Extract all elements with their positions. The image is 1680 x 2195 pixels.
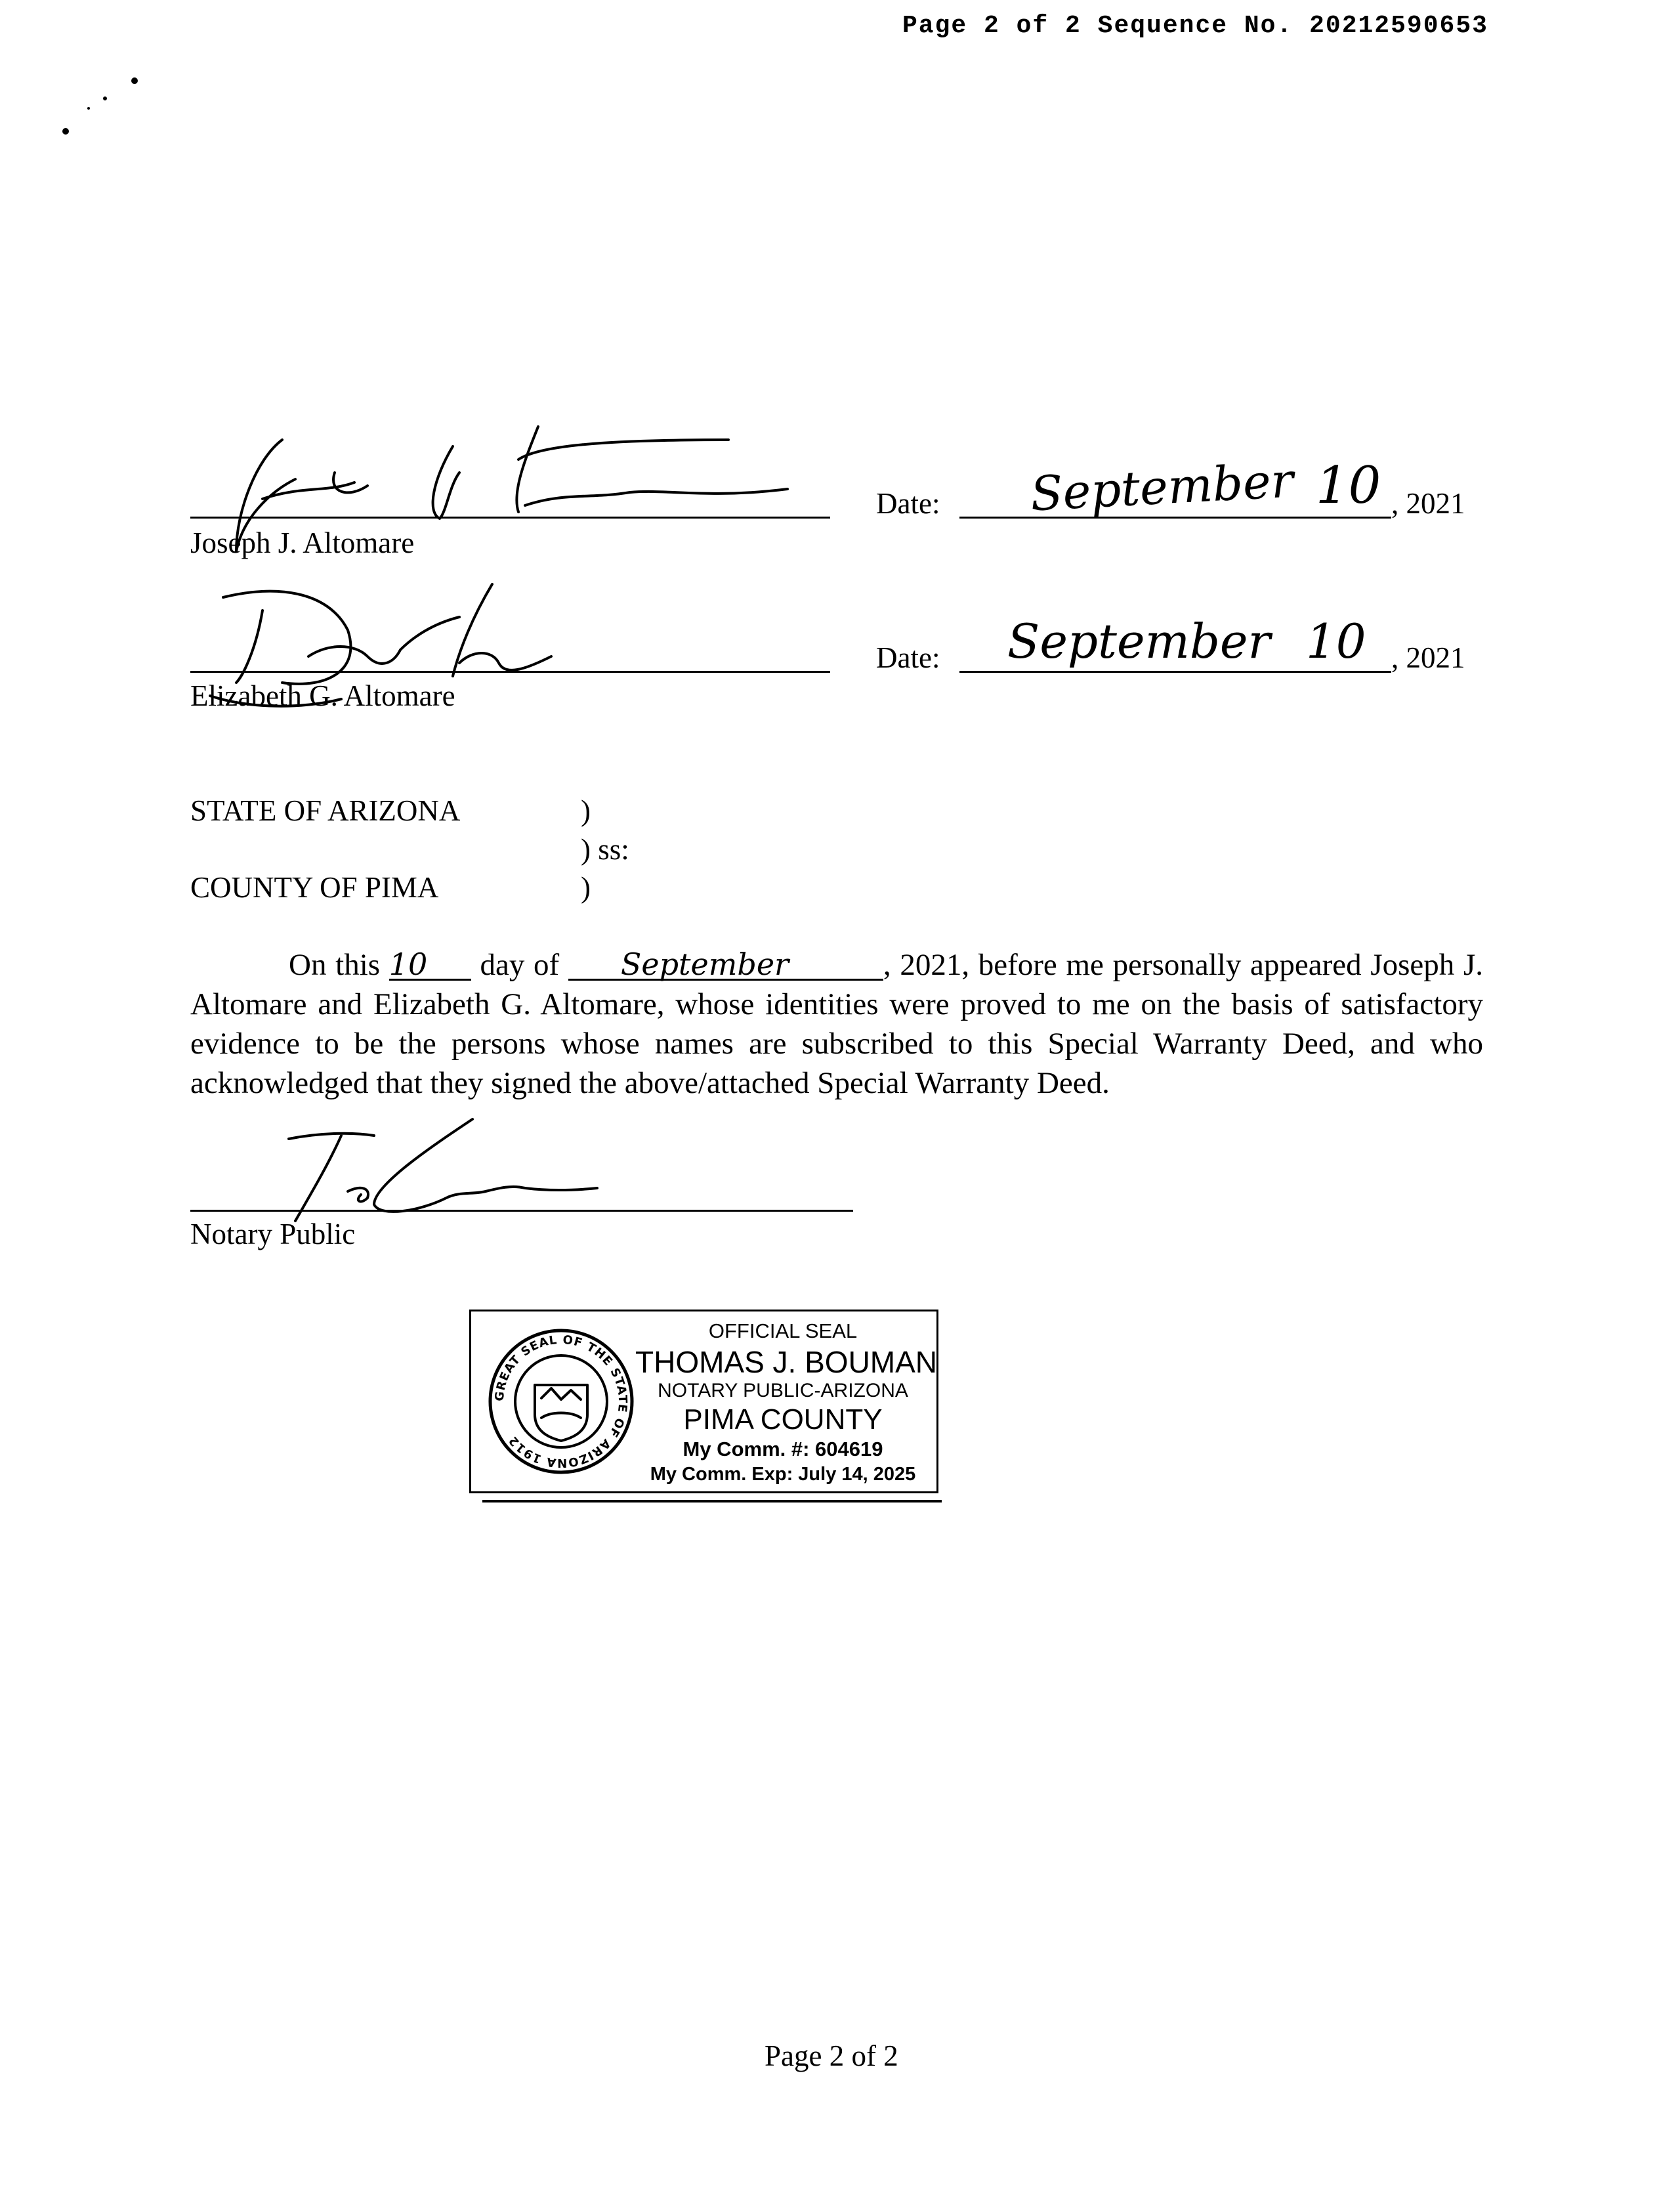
seal-commission-expiration: My Comm. Exp: July 14, 2025: [650, 1464, 916, 1485]
date-label-elizabeth: Date:: [876, 641, 940, 674]
scan-specks: [56, 69, 148, 148]
notary-label: Notary Public: [190, 1218, 356, 1250]
seal-underline: [482, 1500, 942, 1502]
ack-day-of: day of: [480, 948, 560, 982]
venue-county: COUNTY OF PIMA: [190, 871, 439, 904]
seal-emblem-text: GREAT SEAL OF THE STATE OF ARIZONA 1912: [492, 1332, 630, 1470]
ack-month-handwritten: September: [568, 950, 883, 981]
acknowledgment-paragraph: [190, 945, 1483, 1103]
signer-name-joseph: Joseph J. Altomare: [190, 526, 415, 559]
venue-ss: ) ss:: [581, 833, 629, 866]
seal-notary-name: THOMAS J. BOUMAN: [635, 1345, 938, 1379]
signature-notary: [262, 1113, 604, 1231]
great-seal-emblem: [486, 1326, 637, 1477]
date-year-elizabeth: , 2021: [1391, 641, 1465, 674]
svg-text:GREAT SEAL OF THE STATE OF ARI: [493, 1333, 629, 1470]
seal-commission-number: My Comm. #: 604619: [682, 1438, 883, 1460]
date-line-elizabeth: [959, 671, 1391, 673]
ack-body: , 2021, before me personally appeared Joseph J. Altomare and Elizabeth G. Altomare, whose identities were proved to me on the basis of satisfactory evidence to be the persons whose names are subscribed to this Special Warranty Deed, and who acknowledged that they signed the above/attached Special Warranty Deed.: [190, 948, 1484, 1100]
signature-line-joseph: [190, 517, 830, 519]
venue-paren-top: ): [581, 794, 591, 827]
page-number-footer: Page 2 of 2: [765, 2039, 898, 2072]
venue-state: STATE OF ARIZONA: [190, 794, 461, 827]
signer-name-elizabeth: Elizabeth G. Altomare: [190, 679, 455, 712]
page-sequence-header: Page 2 of 2 Sequence No. 20212590653: [902, 12, 1488, 40]
ack-day-handwritten: 10: [389, 950, 471, 981]
date-day-handwritten-elizabeth: 10: [1306, 614, 1366, 669]
notary-signature-line: [190, 1210, 853, 1212]
seal-notary-title: NOTARY PUBLIC-ARIZONA: [658, 1380, 908, 1401]
seal-heading: OFFICIAL SEAL: [708, 1319, 858, 1342]
date-line-joseph: [959, 517, 1391, 519]
official-seal-stamp: [469, 1310, 938, 1493]
venue-paren-bottom: ): [581, 871, 591, 904]
date-day-handwritten-joseph: 10: [1316, 456, 1381, 515]
date-month-handwritten-elizabeth: September: [1007, 614, 1270, 669]
signature-line-elizabeth: [190, 671, 830, 673]
seal-county: PIMA COUNTY: [683, 1403, 883, 1436]
ack-prefix: On this: [289, 948, 381, 982]
date-month-handwritten-joseph: September: [1029, 452, 1295, 522]
date-label-joseph: Date:: [876, 487, 940, 520]
date-year-joseph: , 2021: [1391, 487, 1465, 520]
